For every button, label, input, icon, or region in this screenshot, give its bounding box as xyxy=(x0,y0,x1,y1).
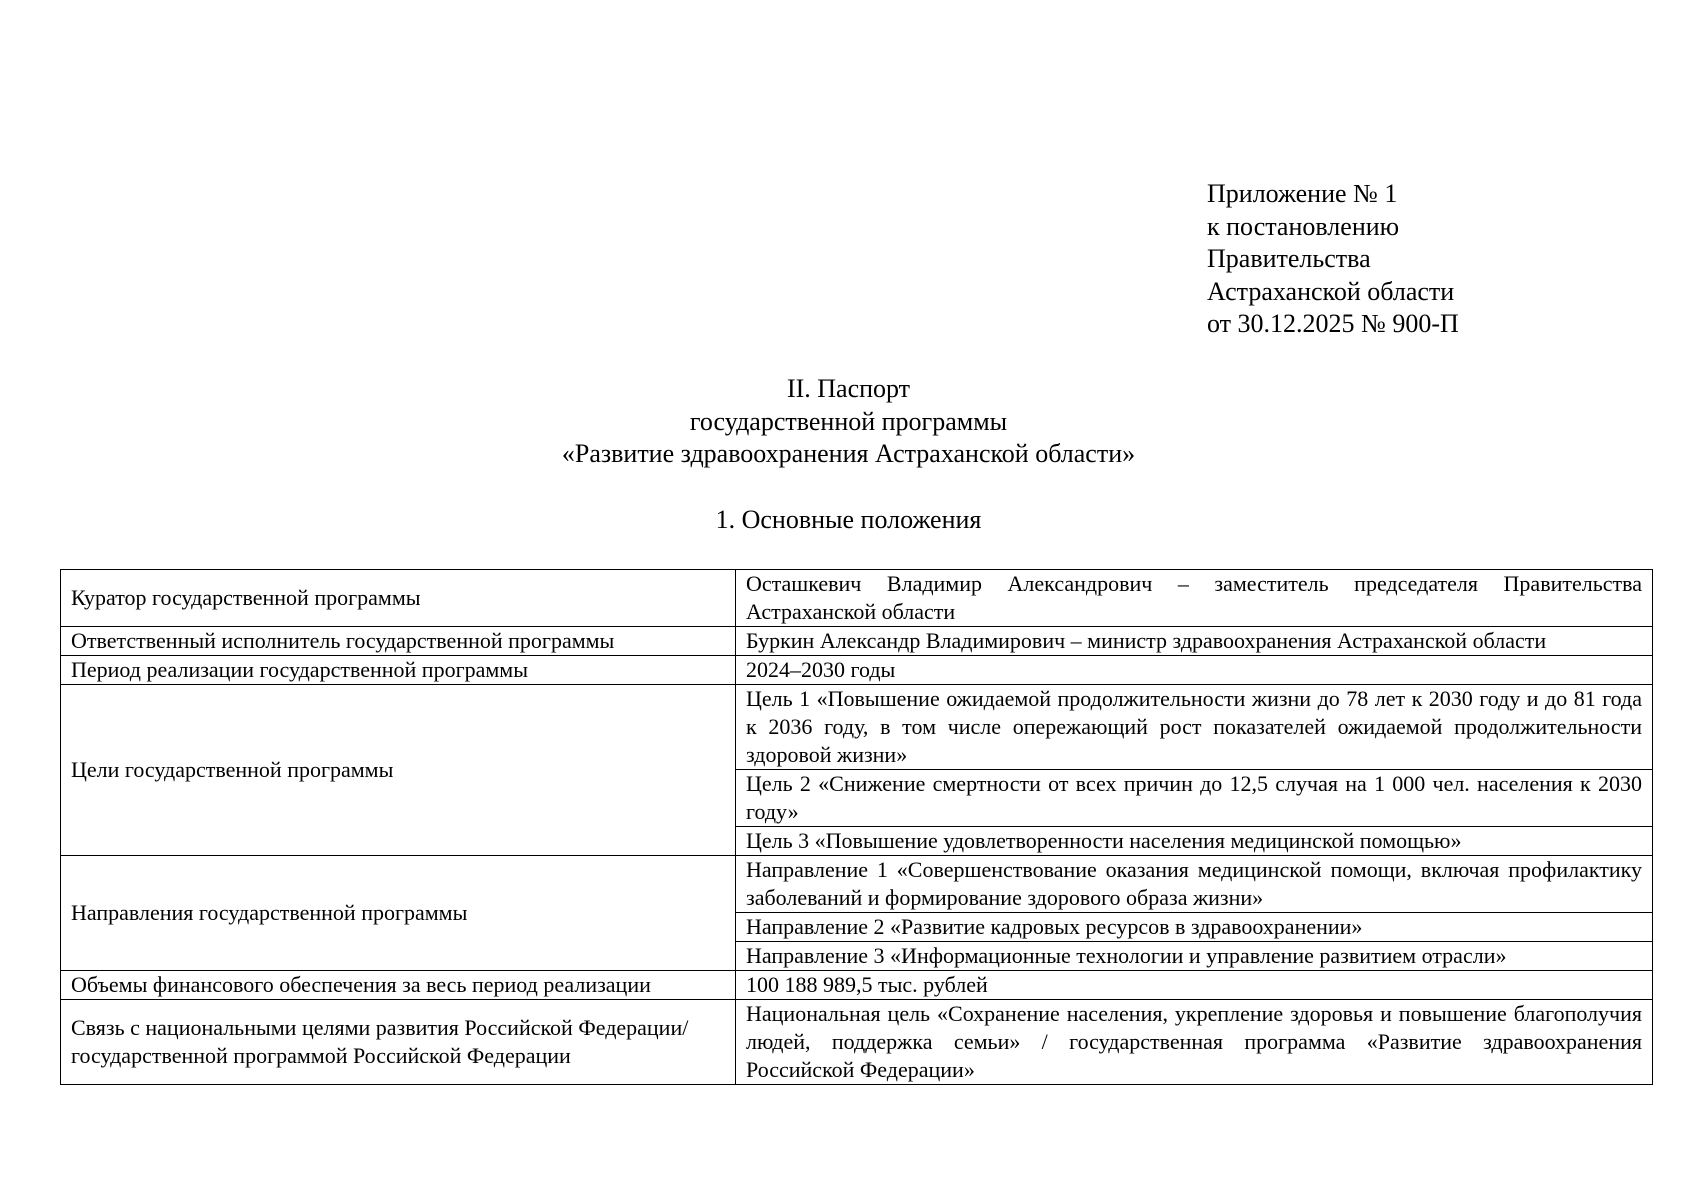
table-cell-value: Направление 3 «Информационные технологии и управление развитием отрасли» xyxy=(736,942,1653,971)
annex-line: Астраханской области xyxy=(1207,276,1455,306)
title-line: «Развитие здравоохранения Астраханской области» xyxy=(561,439,1136,468)
annex-line: от 30.12.2025 № 900-П xyxy=(1207,309,1459,338)
table-row xyxy=(61,971,1653,1000)
table-cell-label: Ответственный исполнитель государственной программы xyxy=(61,627,736,656)
table-cell-value: 2024–2030 годы xyxy=(736,656,1653,685)
table-row xyxy=(61,856,1653,913)
table-cell-value: Цель 2 «Снижение смертности от всех причин до 12,5 случая на 1 000 чел. населения к 2030 году» xyxy=(736,770,1653,827)
title-line: государственной программы xyxy=(689,406,1008,436)
table-cell-value: Буркин Александр Владимирович – министр здравоохранения Астраханской области xyxy=(736,627,1653,656)
annex-block xyxy=(1207,178,1459,341)
table-cell-label: Куратор государственной программы xyxy=(61,570,736,627)
document-title xyxy=(0,373,1697,471)
section-title: 1. Основные положения xyxy=(715,505,982,534)
table-row xyxy=(61,685,1653,770)
table-cell-value: Направление 1 «Совершенствование оказания медицинской помощи, включая профилактику заболеваний и формирование здорового образа жизни» xyxy=(736,856,1653,913)
table-cell-label: Период реализации государственной программы xyxy=(61,656,736,685)
table-cell-label: Связь с национальными целями развития Российской Федерации/ государственной программой Российской Федерации xyxy=(61,1000,736,1085)
annex-line: Правительства xyxy=(1207,244,1371,273)
table-cell-label: Направления государственной программы xyxy=(61,856,736,971)
table-row xyxy=(61,656,1653,685)
table-cell-label: Объемы финансового обеспечения за весь период реализации xyxy=(61,971,736,1000)
table-cell-label: Цели государственной программы xyxy=(61,685,736,856)
table-cell-value: Национальная цель «Сохранение населения, укрепление здоровья и повышение благополучия людей, поддержка семьи» / государственная программа «Развитие здравоохранения Российской Федерации» xyxy=(736,1000,1653,1085)
table-cell-value: Направление 2 «Развитие кадровых ресурсов в здравоохранении» xyxy=(736,913,1653,942)
table-cell-value: Осташкевич Владимир Александрович – заместитель председателя Правительства Астраханской области xyxy=(736,570,1653,627)
annex-line: к постановлению xyxy=(1207,211,1400,241)
table-row xyxy=(61,1000,1653,1085)
table-row xyxy=(61,627,1653,656)
table-cell-value: 100 188 989,5 тыс. рублей xyxy=(736,971,1653,1000)
annex-line: Приложение № 1 xyxy=(1207,179,1398,208)
table-cell-value: Цель 3 «Повышение удовлетворенности населения медицинской помощью» xyxy=(736,827,1653,856)
table-cell-value: Цель 1 «Повышение ожидаемой продолжительности жизни до 78 лет к 2030 году и до 81 года к 2036 году, в том числе опережающий рост показателей ожидаемой продолжительности здоровой жизни» xyxy=(736,685,1653,770)
table-row xyxy=(61,570,1653,627)
title-line: II. Паспорт xyxy=(786,374,911,403)
passport-table xyxy=(60,569,1653,1085)
